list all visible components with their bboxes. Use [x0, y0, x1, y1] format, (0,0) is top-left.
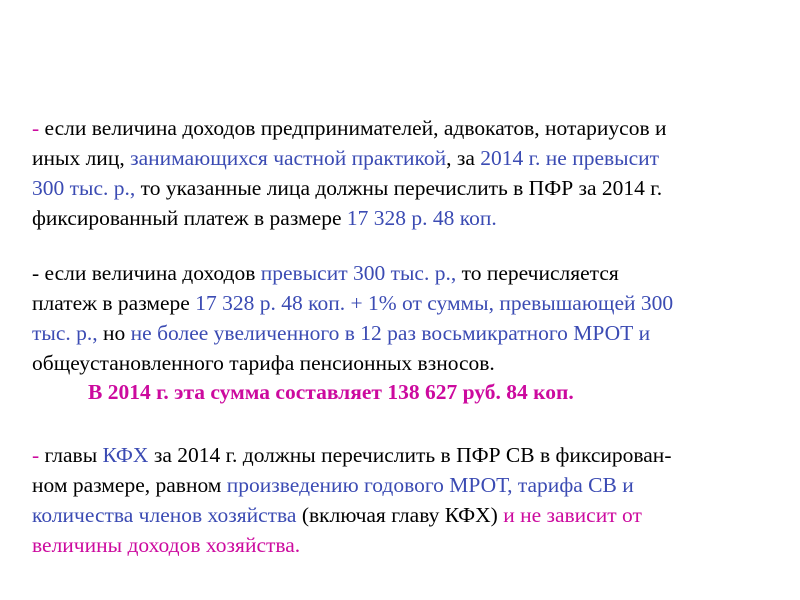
highlight-run: 17 328 р. 48 коп. + 1% от суммы, — [195, 291, 494, 315]
summary-amount: В 2014 г. эта сумма составляет 138 627 руб. 84 коп. — [88, 380, 574, 404]
block3-line1 — [32, 440, 671, 470]
highlight-run: занимающихся частной практикой — [130, 146, 447, 170]
highlight-run: тыс. р., — [32, 321, 98, 345]
block3-line3 — [32, 500, 642, 530]
text-run: за 2014 г. должны перечислить в ПФР СВ в фиксирован- — [148, 443, 672, 467]
text-run: главы — [44, 443, 103, 467]
text-run: иных лиц, — [32, 146, 131, 170]
highlight-run: превышающей 300 — [499, 291, 674, 315]
emphasis-run: величины доходов хозяйства. — [32, 533, 301, 557]
highlight-run: количества членов хозяйства — [32, 503, 297, 527]
block1-line4 — [32, 203, 497, 233]
text-run: если величина доходов предпринимателей, адвокатов, нотариусов и — [44, 116, 667, 140]
text-run: то указанные лица должны перечислить в ПФР за 2014 г. — [135, 176, 663, 200]
block2-line1 — [32, 258, 619, 288]
block1-line3 — [32, 173, 662, 203]
block2-line3 — [32, 318, 650, 348]
highlight-run: превысит 300 тыс. р., — [260, 261, 457, 285]
highlight-run: КФХ — [102, 443, 149, 467]
highlight-run: не более увеличенного в 12 раз восьмикратного МРОТ и — [130, 321, 651, 345]
block3-line4 — [32, 530, 300, 560]
block2-line4 — [32, 348, 495, 378]
text-run: ном размере, равном — [32, 473, 227, 497]
emphasis-run: и не зависит от — [503, 503, 642, 527]
text-run: общеустановленного тарифа пенсионных взносов. — [32, 351, 495, 375]
text-run: , за — [446, 146, 481, 170]
text-run: но — [97, 321, 131, 345]
highlight-run: произведению годового МРОТ, тарифа СВ и — [226, 473, 634, 497]
text-run: то перечисляется — [456, 261, 619, 285]
block3-line2 — [32, 470, 634, 500]
block2-line2 — [32, 288, 673, 318]
bullet-dash: - — [32, 116, 45, 140]
highlight-run: 300 тыс. р., — [32, 176, 136, 200]
text-run: фиксированный платеж в размере — [32, 206, 347, 230]
highlight-run: 2014 г. не превысит — [480, 146, 660, 170]
text-run: - если величина доходов — [32, 261, 261, 285]
block1-line1 — [32, 113, 667, 143]
text-run: платеж в размере — [32, 291, 196, 315]
bullet-dash: - — [32, 443, 45, 467]
text-run: (включая главу КФХ) — [296, 503, 504, 527]
highlight-run: 17 328 р. 48 коп. — [346, 206, 497, 230]
block2-summary — [88, 377, 574, 407]
block1-line2 — [32, 143, 659, 173]
